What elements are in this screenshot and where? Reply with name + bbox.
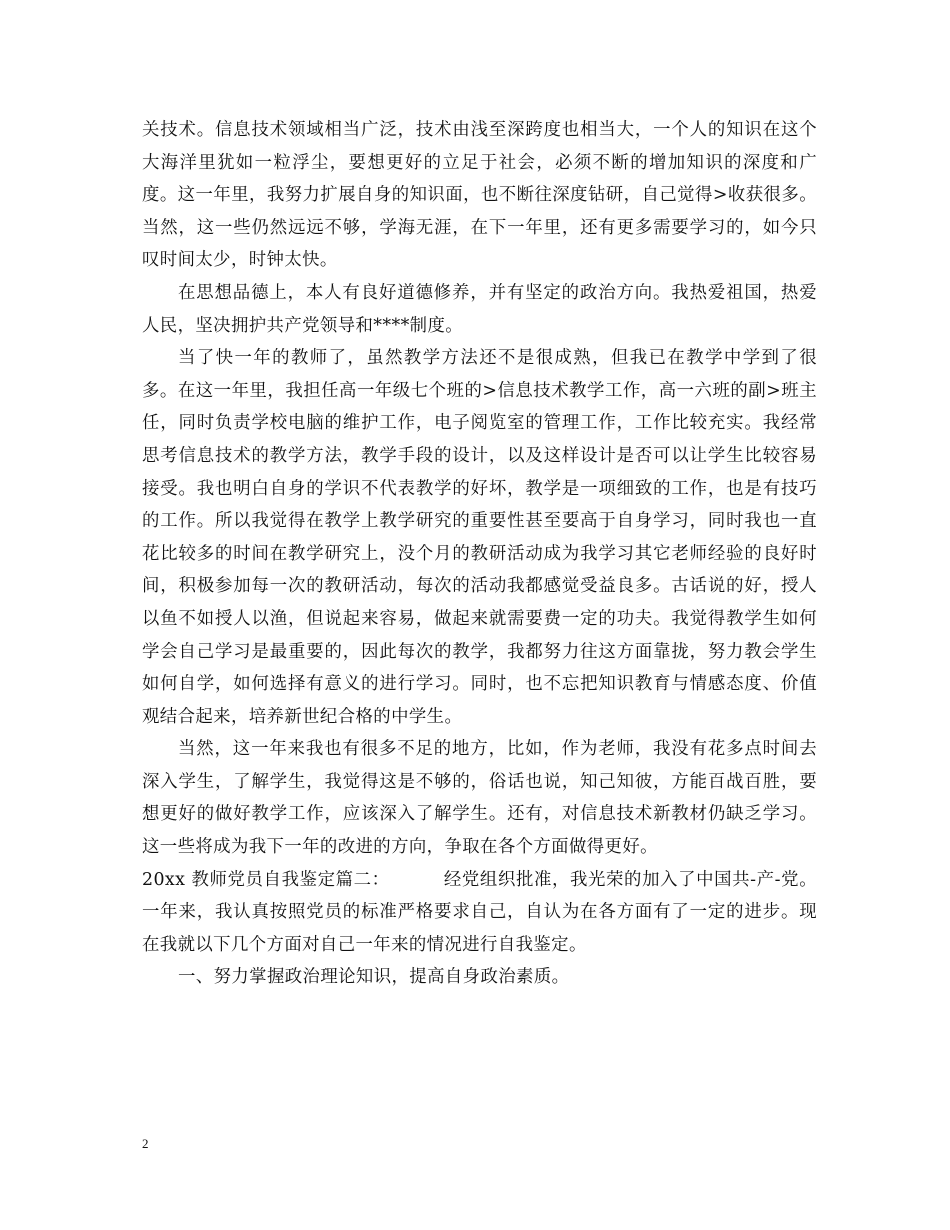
paragraph-2: 在思想品德上，本人有良好道德修养，并有坚定的政治方向。我热爱祖国，热爱人民，坚决拥护共产党领导和****制度。 xyxy=(142,282,817,336)
section-text: 经党组织批准，我光荣的加入了中国共-产-党。一年来，我认真按照党员的标准严格要求自己，自认为在各方面有了一定的进步。现在我就以下几个方面对自己一年来的情况进行自我鉴定。 xyxy=(142,869,817,955)
document-body xyxy=(142,114,817,994)
paragraph-4: 当然，这一年来我也有很多不足的地方，比如，作为老师，我没有花多点时间去深入学生，了解学生，我觉得这是不够的，俗话也说，知己知彼，方能百战百胜，要想更好的做好教学工作，应该深入了解学生。还有，对信息技术新教材仍缺乏学习。这一些将成为我下一年的改进的方向，争取在各个方面做得更好。 xyxy=(142,739,817,858)
section-paragraph xyxy=(142,864,817,962)
section-title: 20xx 教师党员自我鉴定篇二： xyxy=(142,869,390,890)
paragraph-3: 当了快一年的教师了，虽然教学方法还不是很成熟，但我已在教学中学到了很多。在这一年里，我担任高一年级七个班的>信息技术教学工作，高一六班的副>班主任，同时负责学校电脑的维护工作，电子阅览室的管理工作，工作比较充实。我经常思考信息技术的教学方法，教学手段的设计，以及这样设计是否可以让学生比较容易接受。我也明白自身的学识不代表教学的好坏，教学是一项细致的工作，也是有技巧的工作。所以我觉得在教学上教学研究的重要性甚至要高于自身学习，同时我也一直花比较多的时间在教学研究上，没个月的教研活动成为我学习其它老师经验的良好时间，积极参加每一次的教研活动，每次的活动我都感觉受益良多。古话说的好，授人以鱼不如授人以渔，但说起来容易，做起来就需要费一定的功夫。我觉得教学生如何学会自己学习是最重要的，因此每次的教学，我都努力往这方面靠拢，努力教会学生如何自学，如何选择有意义的进行学习。同时，也不忘把知识教育与情感态度、价值观结合起来，培养新世纪合格的中学生。 xyxy=(142,348,817,727)
section-heading: 一、努力掌握政治理论知识，提高自身政治素质。 xyxy=(178,967,570,988)
page-number: 2 xyxy=(142,1136,149,1151)
paragraph-1: 关技术。信息技术领域相当广泛，技术由浅至深跨度也相当大，一个人的知识在这个大海洋里犹如一粒浮尘，要想更好的立足于社会，必须不断的增加知识的深度和广度。这一年里，我努力扩展自身的知识面，也不断往深度钻研，自己觉得>收获很多。当然，这一些仍然远远不够，学海无涯，在下一年里，还有更多需要学习的，如今只叹时间太少，时钟太快。 xyxy=(142,120,817,271)
